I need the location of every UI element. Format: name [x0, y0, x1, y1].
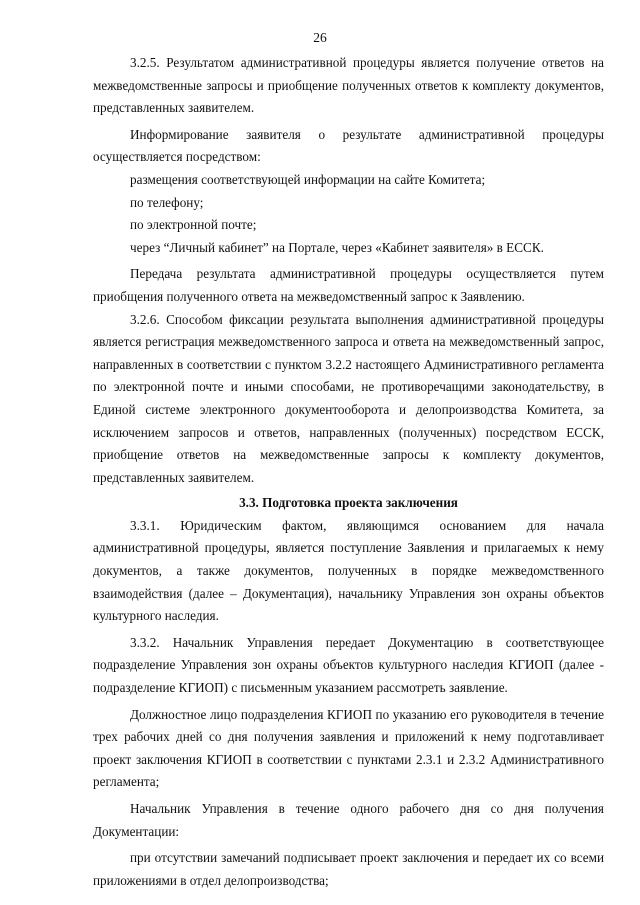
paragraph-transfer: Передача результата административной процедуры осуществляется путем приобщения полученного ответа на межведомственный запрос к Заявлению. — [93, 266, 604, 304]
list-item-phone: по телефону; — [130, 194, 204, 210]
paragraph-official: Должностное лицо подразделения КГИОП по указанию его руководителя в течение трех рабочих дней со дня получения заявления и приложений к нему подготавливает проект заключения КГИОП в соответствии с пунктами 2.3.1 и 2.3.2 Административного регламента; — [93, 706, 604, 790]
paragraph-head-of-department: Начальник Управления в течение одного рабочего дня со дня получения Документации: — [93, 801, 604, 839]
paragraph-informing: Информирование заявителя о результате административной процедуры осуществляется посредством: — [93, 126, 604, 165]
paragraph-3-3-1: 3.3.1. Юридическим фактом, являющимся основанием для начала административной процедуры, является поступление Заявления и прилагаемых к нему документов, а также документов, полученных в порядке межведомственного взаимодействия (далее – Документация), начальнику Управления зон охраны объектов культурного наследия. — [93, 517, 604, 624]
page-number: 26 — [313, 30, 327, 45]
section-heading-3-3: 3.3. Подготовка проекта заключения — [239, 495, 458, 511]
list-item-cabinet: через “Личный кабинет” на Портале, через «Кабинет заявителя» в ЕССК. — [130, 239, 544, 255]
paragraph-no-remarks: при отсутствии замечаний подписывает проект заключения и передает их со всеми приложениями в отдел делопроизводства; — [93, 850, 604, 888]
page-body — [93, 52, 604, 892]
paragraph-3-2-5: 3.2.5. Результатом административной процедуры является получение ответов на межведомственные запросы и приобщение полученных ответов к комплекту документов, представленных заявителем. — [93, 55, 604, 116]
paragraph-3-2-6: 3.2.6. Способом фиксации результата выполнения административной процедуры является регистрация межведомственного запроса и ответа на межведомственный запрос, направленных в соответствии с пунктом 3.2.2 настоящего Административного регламента по электронной почте и иными способами, не противоречащими законодательству, в Единой системе электронного документооборота и делопроизводства Комитета, за исключением запросов и ответов, направленных (полученных) посредством ЕССК, приобщение ответов на межведомственные запросы к комплекту документов, представленных заявителем. — [93, 311, 604, 485]
paragraph-3-3-2: 3.3.2. Начальник Управления передает Документацию в соответствующее подразделение Управления зон охраны объектов культурного наследия КГИОП (далее - подразделение КГИОП) с письменным указанием рассмотреть заявление. — [93, 634, 604, 696]
list-item-website: размещения соответствующей информации на сайте Комитета; — [130, 171, 486, 187]
list-item-email: по электронной почте; — [130, 217, 257, 233]
